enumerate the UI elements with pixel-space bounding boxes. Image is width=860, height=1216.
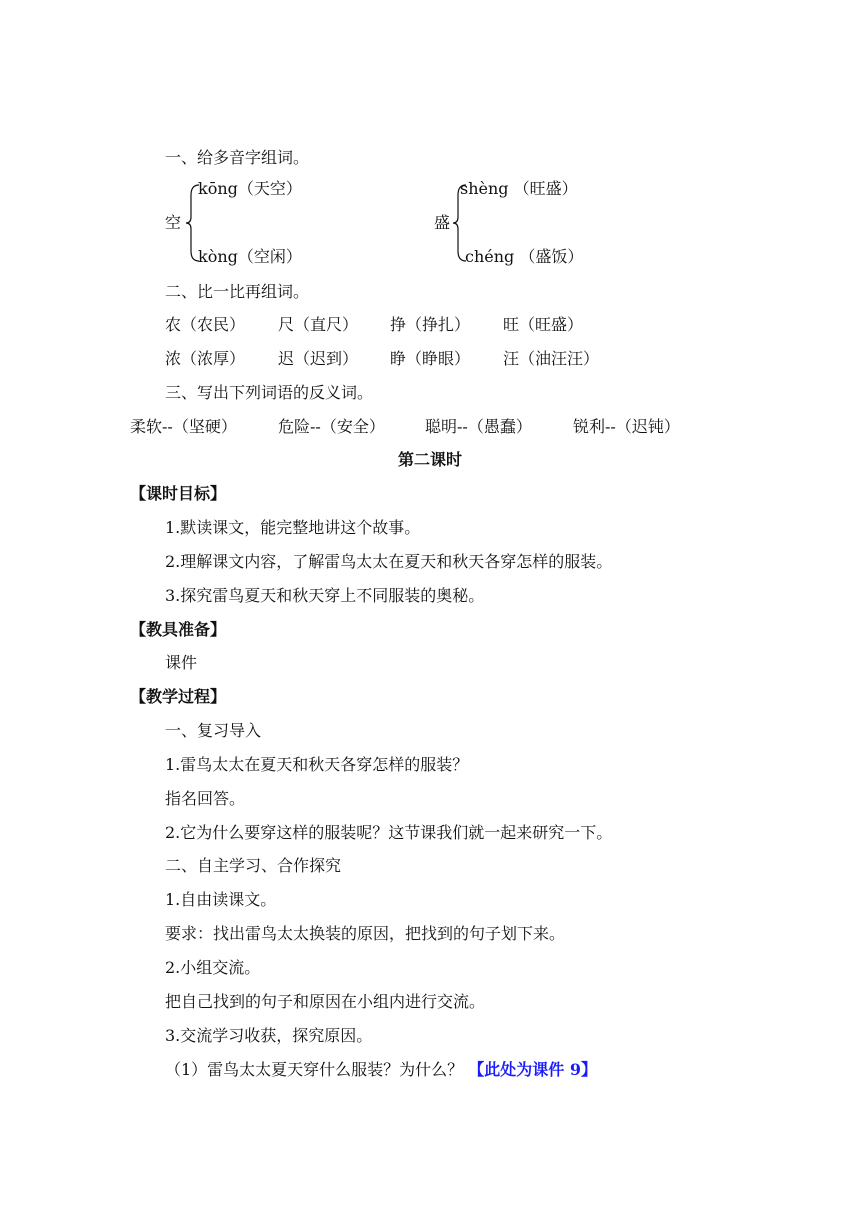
section3-heading: 三、写出下列词语的反义词。 xyxy=(165,383,374,402)
compare-row2-item: 迟（迟到） xyxy=(278,349,359,368)
process-line: 2.它为什么要穿这样的服装呢？这节课我们就一起来研究一下。 xyxy=(165,823,613,842)
process-last-text: （1）雷鸟太太夏天穿什么服装？为什么？ xyxy=(165,1060,464,1079)
antonym-item: 锐利--（迟钝） xyxy=(573,417,680,436)
goals-heading: 【课时目标】 xyxy=(130,484,227,503)
sheng-reading-2: chéng （盛饭） xyxy=(465,247,584,266)
process-last-line xyxy=(165,1060,597,1080)
courseware-note: 【此处为课件 9】 xyxy=(468,1060,597,1079)
tools-content: 课件 xyxy=(165,653,198,672)
process-line: 1.自由读课文。 xyxy=(165,890,277,909)
compare-row2-item: 睁（睁眼） xyxy=(390,349,471,368)
kong-char: 空 xyxy=(165,213,182,232)
kong-reading-1: kōng（天空） xyxy=(198,179,302,198)
process-line: 要求：找出雷鸟太太换装的原因，把找到的句子划下来。 xyxy=(165,924,566,943)
compare-row2-item: 浓（浓厚） xyxy=(165,349,246,368)
process-line: 一、复习导入 xyxy=(165,721,262,740)
compare-row1-item: 尺（直尺） xyxy=(278,315,359,334)
sheng-char: 盛 xyxy=(434,213,451,232)
process-line: 指名回答。 xyxy=(165,789,246,808)
section1-heading: 一、给多音字组词。 xyxy=(165,148,310,167)
compare-row1-item: 挣（挣扎） xyxy=(390,315,471,334)
compare-row2-item: 汪（油汪汪） xyxy=(503,349,600,368)
process-line: 3.交流学习收获，探究原因。 xyxy=(165,1026,373,1045)
goal-item: 1.默读课文，能完整地讲这个故事。 xyxy=(165,518,421,537)
process-line: 2.小组交流。 xyxy=(165,958,261,977)
compare-row1-item: 旺（旺盛） xyxy=(503,315,584,334)
lesson-title: 第二课时 xyxy=(398,450,463,469)
process-line: 1.雷鸟太太在夏天和秋天各穿怎样的服装？ xyxy=(165,755,469,774)
process-line: 把自己找到的句子和原因在小组内进行交流。 xyxy=(165,992,486,1011)
goal-item: 2.理解课文内容，了解雷鸟太太在夏天和秋天各穿怎样的服装。 xyxy=(165,552,613,571)
section2-heading: 二、比一比再组词。 xyxy=(165,282,310,301)
antonym-item: 聪明--（愚蠢） xyxy=(425,417,532,436)
antonym-item: 柔软--（坚硬） xyxy=(130,417,237,436)
kong-reading-2: kòng（空闲） xyxy=(198,247,302,266)
antonym-item: 危险--（安全） xyxy=(278,417,385,436)
tools-heading: 【教具准备】 xyxy=(130,620,227,639)
goal-item: 3.探究雷鸟夏天和秋天穿上不同服装的奥秘。 xyxy=(165,586,485,605)
process-line: 二、自主学习、合作探究 xyxy=(165,856,342,875)
compare-row1-item: 农（农民） xyxy=(165,315,246,334)
sheng-reading-1: shèng （旺盛） xyxy=(460,179,578,198)
process-heading: 【教学过程】 xyxy=(130,687,227,706)
